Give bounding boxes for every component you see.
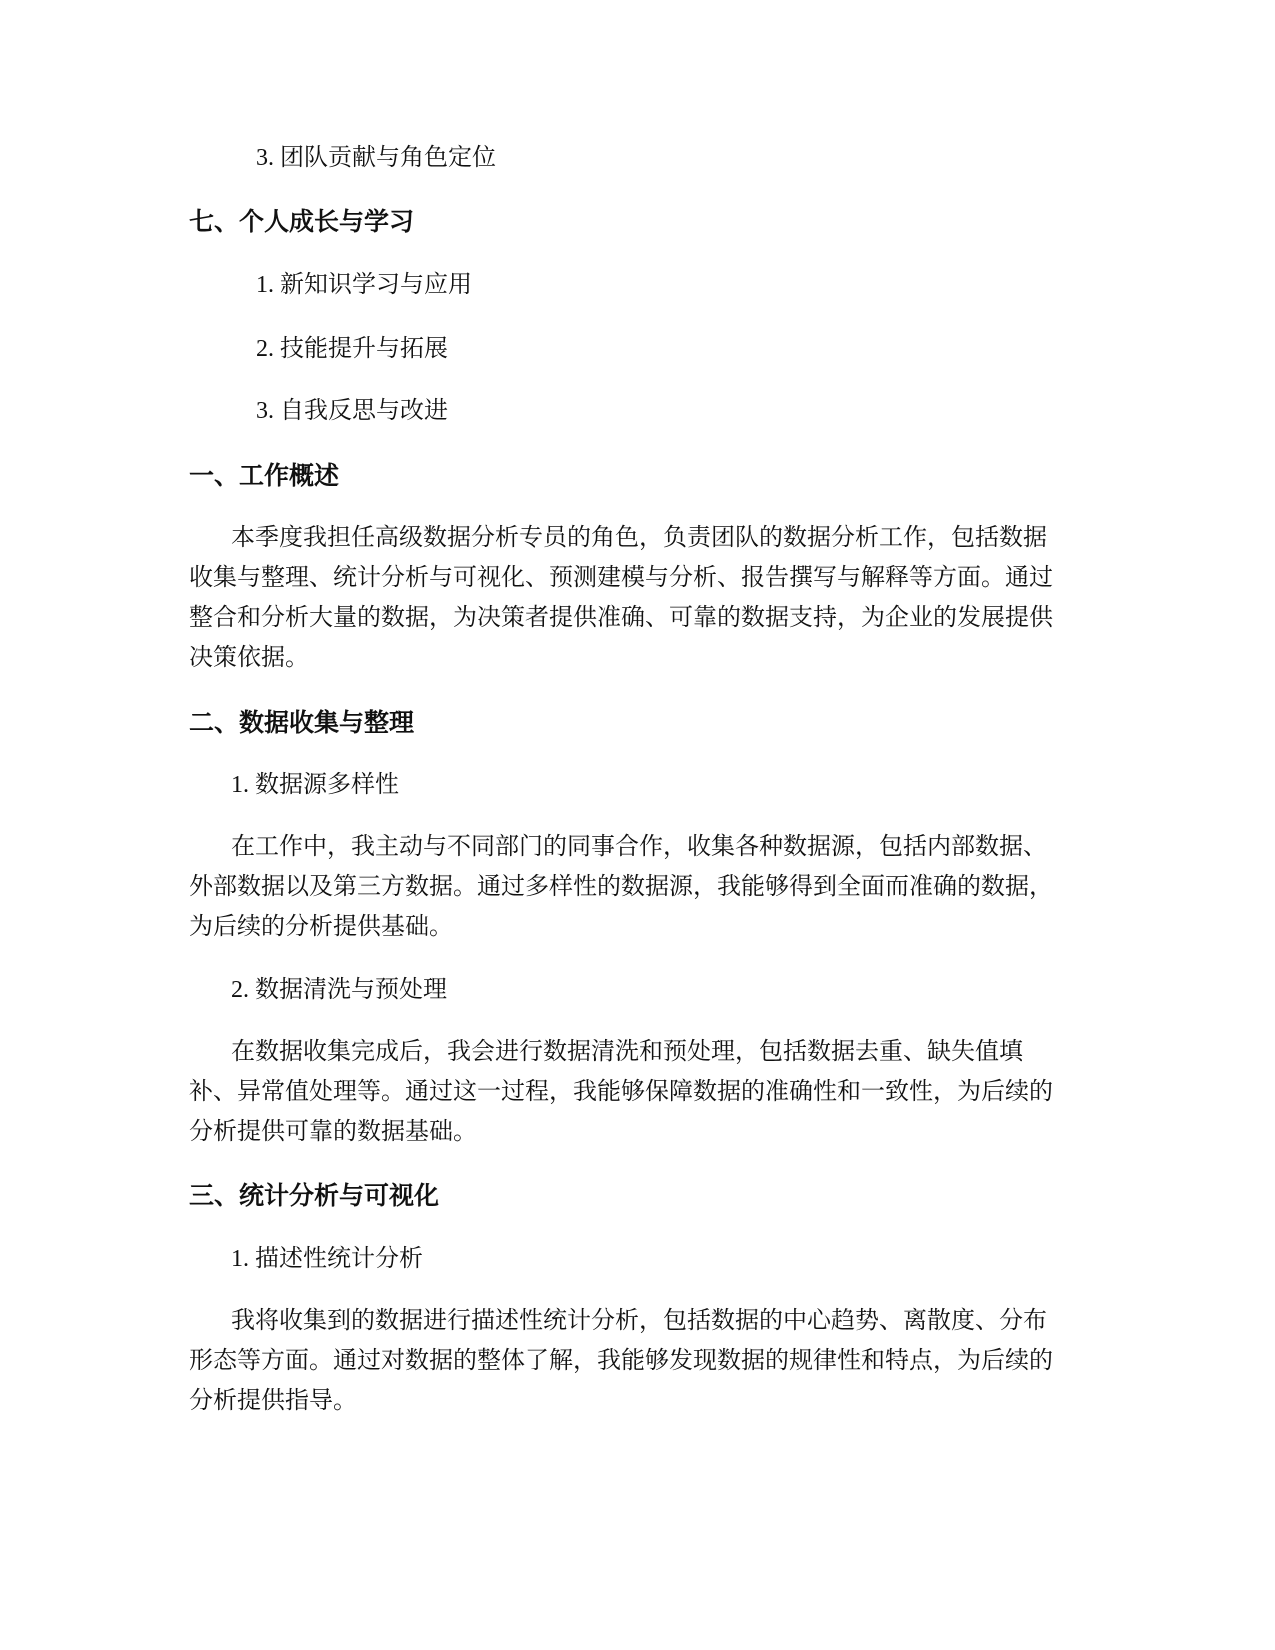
subsection-heading: 1. 描述性统计分析 [231,1246,423,1272]
subsection-heading: 2. 数据清洗与预处理 [231,977,447,1003]
list-number: 1. [256,272,274,298]
list-text: 团队贡献与角色定位 [280,145,496,171]
section-heading: 一、工作概述 [189,461,340,490]
paragraph-line: 在工作中，我主动与不同部门的同事合作，收集各种数据源，包括内部数据、 [231,834,1047,860]
list-text: 新知识学习与应用 [280,272,472,298]
list-text: 自我反思与改进 [280,398,448,424]
list-item [256,143,496,173]
section-heading: 七、个人成长与学习 [189,207,415,236]
paragraph-line: 决策依据。 [189,645,309,671]
list-text: 技能提升与拓展 [280,336,448,362]
list-number: 3. [256,145,274,171]
subsection-heading: 1. 数据源多样性 [231,772,399,798]
paragraph-line: 收集与整理、统计分析与可视化、预测建模与分析、报告撰写与解释等方面。通过 [189,565,1053,591]
list-number: 2. [256,336,274,362]
paragraph-line: 在数据收集完成后，我会进行数据清洗和预处理，包括数据去重、缺失值填 [231,1039,1023,1065]
paragraph-line: 为后续的分析提供基础。 [189,914,453,940]
list-item [256,334,448,364]
paragraph-line: 分析提供可靠的数据基础。 [189,1119,477,1145]
list-item [256,270,472,300]
section-heading: 三、统计分析与可视化 [189,1181,440,1210]
paragraph-line: 本季度我担任高级数据分析专员的角色，负责团队的数据分析工作，包括数据 [231,525,1047,551]
list-number: 3. [256,398,274,424]
paragraph-line: 形态等方面。通过对数据的整体了解，我能够发现数据的规律性和特点，为后续的 [189,1348,1053,1374]
paragraph-line: 补、异常值处理等。通过这一过程，我能够保障数据的准确性和一致性，为后续的 [189,1079,1053,1105]
list-item [256,396,448,426]
paragraph-line: 分析提供指导。 [189,1388,357,1414]
paragraph-line: 我将收集到的数据进行描述性统计分析，包括数据的中心趋势、离散度、分布 [231,1308,1047,1334]
paragraph-line: 整合和分析大量的数据，为决策者提供准确、可靠的数据支持，为企业的发展提供 [189,605,1053,631]
section-heading: 二、数据收集与整理 [189,708,415,737]
paragraph-line: 外部数据以及第三方数据。通过多样性的数据源，我能够得到全面而准确的数据， [189,874,1053,900]
